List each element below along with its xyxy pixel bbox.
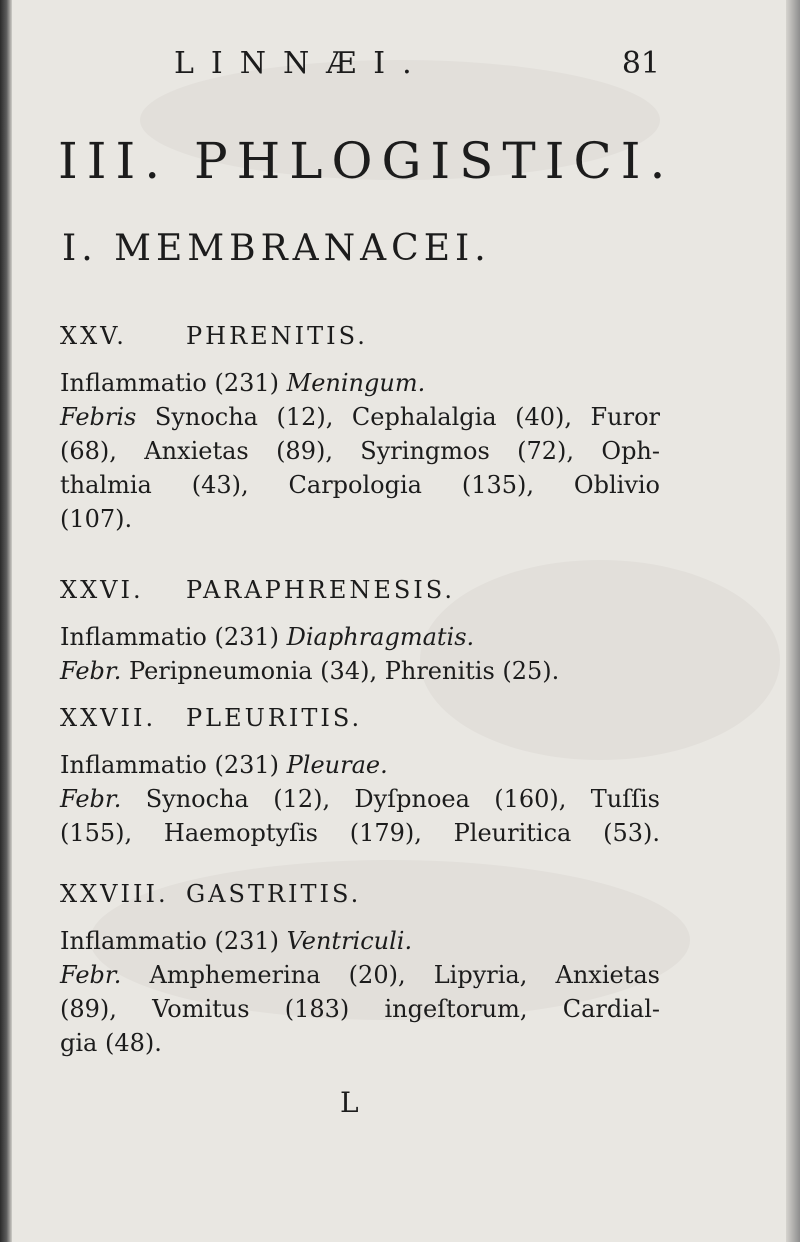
page-header bbox=[160, 42, 660, 98]
entry-line: (107). bbox=[60, 505, 133, 533]
entry-line: Inflammatio (231) Pleurae. bbox=[60, 751, 388, 779]
page-right-edge bbox=[786, 0, 800, 1242]
entry-line: (155), Haemoptyſis (179), Pleuritica (53). bbox=[60, 819, 660, 847]
entry-line: Febr. Peripneumonia (34), Phrenitis (25). bbox=[60, 657, 560, 685]
entry-line: gia (48). bbox=[60, 1029, 162, 1057]
genus-entry bbox=[60, 880, 660, 1060]
page-left-edge-shadow bbox=[0, 0, 12, 1242]
entry-name: PHRENITIS. bbox=[186, 322, 368, 350]
genus-entry bbox=[60, 322, 660, 536]
entry-number: XXVII. bbox=[60, 704, 157, 732]
genus-entry bbox=[60, 576, 660, 688]
entry-number: XXVI. bbox=[60, 576, 144, 604]
entry-line: Inflammatio (231) Meningum. bbox=[60, 369, 426, 397]
running-title: LINNÆI. bbox=[174, 46, 429, 81]
entry-number: XXVIII. bbox=[60, 880, 169, 908]
entry-line: thalmia (43), Carpologia (135), Oblivio bbox=[60, 471, 660, 499]
order-title: I. MEMBRANACEI. bbox=[62, 228, 491, 269]
entry-line: Inflammatio (231) Ventriculi. bbox=[60, 927, 413, 955]
entry-name: PARAPHRENESIS. bbox=[186, 576, 456, 604]
genus-entry bbox=[60, 704, 660, 850]
entry-heading bbox=[60, 704, 660, 748]
entry-name: GASTRITIS. bbox=[186, 880, 362, 908]
entry-heading bbox=[60, 322, 660, 366]
entry-line: Febris Synocha (12), Cephalalgia (40), Furor bbox=[60, 403, 660, 431]
entry-name: PLEURITIS. bbox=[186, 704, 363, 732]
class-title: III. PHLOGISTICI. bbox=[58, 132, 675, 190]
page-number: 81 bbox=[621, 46, 660, 81]
entry-number: XXV. bbox=[60, 322, 127, 350]
entry-heading bbox=[60, 576, 660, 620]
entry-line: Febr. Synocha (12), Dyſpnoea (160), Tuſſis bbox=[60, 785, 660, 813]
catchword: L bbox=[340, 1086, 359, 1119]
entry-line: Inflammatio (231) Diaphragmatis. bbox=[60, 623, 475, 651]
entry-line: (89), Vomitus (183) ingeſtorum, Cardial- bbox=[60, 995, 660, 1023]
entry-heading bbox=[60, 880, 660, 924]
entry-line: Febr. Amphemerina (20), Lipyria, Anxietas bbox=[60, 961, 660, 989]
entry-line: (68), Anxietas (89), Syringmos (72), Oph- bbox=[60, 437, 660, 465]
